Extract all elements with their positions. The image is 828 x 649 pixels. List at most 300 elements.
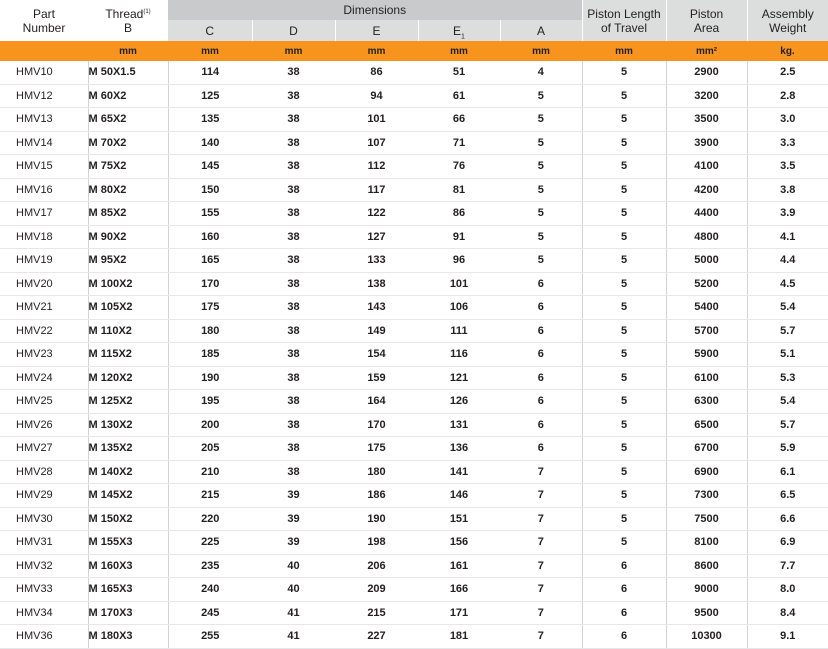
cell-area: 8600 <box>666 554 747 578</box>
cell-weight: 6.9 <box>747 531 828 555</box>
cell-weight: 4.4 <box>747 249 828 273</box>
cell-c: 135 <box>168 108 252 132</box>
cell-e1: 181 <box>418 625 500 649</box>
cell-a: 7 <box>500 531 582 555</box>
cell-travel: 6 <box>582 625 666 649</box>
table-row <box>0 202 828 226</box>
cell-area: 5000 <box>666 249 747 273</box>
cell-thread: M 60X2 <box>88 84 168 108</box>
cell-travel: 5 <box>582 507 666 531</box>
cell-area: 6100 <box>666 366 747 390</box>
cell-travel: 5 <box>582 319 666 343</box>
cell-d: 38 <box>252 460 335 484</box>
cell-d: 39 <box>252 531 335 555</box>
cell-part-number: HMV25 <box>0 390 88 414</box>
cell-part-number: HMV33 <box>0 578 88 602</box>
cell-e1: 141 <box>418 460 500 484</box>
cell-thread: M 145X2 <box>88 484 168 508</box>
cell-a: 5 <box>500 131 582 155</box>
cell-weight: 6.6 <box>747 507 828 531</box>
cell-travel: 5 <box>582 296 666 320</box>
cell-thread: M 135X2 <box>88 437 168 461</box>
cell-weight: 7.7 <box>747 554 828 578</box>
cell-a: 5 <box>500 225 582 249</box>
cell-c: 255 <box>168 625 252 649</box>
table-row <box>0 131 828 155</box>
cell-area: 5700 <box>666 319 747 343</box>
cell-a: 6 <box>500 272 582 296</box>
cell-c: 190 <box>168 366 252 390</box>
cell-d: 38 <box>252 178 335 202</box>
cell-weight: 5.4 <box>747 390 828 414</box>
unit-e1: mm <box>418 41 500 61</box>
cell-a: 7 <box>500 484 582 508</box>
cell-c: 155 <box>168 202 252 226</box>
cell-area: 6500 <box>666 413 747 437</box>
cell-e1: 91 <box>418 225 500 249</box>
table-row <box>0 296 828 320</box>
cell-part-number: HMV17 <box>0 202 88 226</box>
cell-a: 5 <box>500 108 582 132</box>
cell-travel: 5 <box>582 178 666 202</box>
cell-e: 186 <box>335 484 418 508</box>
table-row <box>0 249 828 273</box>
cell-e: 159 <box>335 366 418 390</box>
cell-c: 205 <box>168 437 252 461</box>
cell-e: 94 <box>335 84 418 108</box>
cell-part-number: HMV22 <box>0 319 88 343</box>
cell-e: 101 <box>335 108 418 132</box>
cell-weight: 3.8 <box>747 178 828 202</box>
cell-c: 175 <box>168 296 252 320</box>
header-col-e1: $E_1$ <box>418 20 500 41</box>
cell-travel: 5 <box>582 131 666 155</box>
table-row <box>0 178 828 202</box>
table-row <box>0 108 828 132</box>
cell-a: 7 <box>500 625 582 649</box>
cell-travel: 5 <box>582 484 666 508</box>
cell-thread: M 50X1.5 <box>88 61 168 84</box>
cell-e1: 131 <box>418 413 500 437</box>
cell-weight: 3.3 <box>747 131 828 155</box>
table-row <box>0 84 828 108</box>
cell-d: 38 <box>252 413 335 437</box>
cell-weight: 2.5 <box>747 61 828 84</box>
cell-c: 210 <box>168 460 252 484</box>
cell-a: 7 <box>500 554 582 578</box>
cell-travel: 5 <box>582 413 666 437</box>
cell-a: 5 <box>500 249 582 273</box>
cell-e1: 106 <box>418 296 500 320</box>
cell-travel: 5 <box>582 390 666 414</box>
cell-c: 220 <box>168 507 252 531</box>
cell-part-number: HMV20 <box>0 272 88 296</box>
cell-weight: 5.9 <box>747 437 828 461</box>
cell-e1: 116 <box>418 343 500 367</box>
cell-d: 38 <box>252 319 335 343</box>
cell-c: 145 <box>168 155 252 179</box>
header-piston-length-of-travel: Piston Length of Travel <box>582 0 666 41</box>
cell-a: 6 <box>500 343 582 367</box>
cell-part-number: HMV28 <box>0 460 88 484</box>
table-row <box>0 507 828 531</box>
cell-part-number: HMV34 <box>0 601 88 625</box>
cell-d: 38 <box>252 390 335 414</box>
cell-e1: 81 <box>418 178 500 202</box>
cell-thread: M 120X2 <box>88 366 168 390</box>
cell-thread: M 110X2 <box>88 319 168 343</box>
cell-d: 39 <box>252 484 335 508</box>
header-assembly-weight: Assembly Weight <box>747 0 828 41</box>
cell-part-number: HMV24 <box>0 366 88 390</box>
cell-c: 235 <box>168 554 252 578</box>
cell-thread: M 140X2 <box>88 460 168 484</box>
cell-c: 150 <box>168 178 252 202</box>
cell-thread: M 160X3 <box>88 554 168 578</box>
table-row <box>0 390 828 414</box>
cell-area: 5900 <box>666 343 747 367</box>
cell-thread: M 165X3 <box>88 578 168 602</box>
cell-d: 38 <box>252 61 335 84</box>
cell-a: 4 <box>500 61 582 84</box>
table-header <box>0 0 828 61</box>
cell-area: 6900 <box>666 460 747 484</box>
cell-e: 175 <box>335 437 418 461</box>
cell-e1: 96 <box>418 249 500 273</box>
cell-e: 154 <box>335 343 418 367</box>
cell-weight: 5.4 <box>747 296 828 320</box>
table-row <box>0 460 828 484</box>
cell-a: 5 <box>500 155 582 179</box>
table-row <box>0 343 828 367</box>
cell-e: 170 <box>335 413 418 437</box>
cell-e1: 126 <box>418 390 500 414</box>
cell-e: 215 <box>335 601 418 625</box>
cell-e: 227 <box>335 625 418 649</box>
cell-area: 6700 <box>666 437 747 461</box>
unit-travel: mm <box>582 41 666 61</box>
cell-e: 117 <box>335 178 418 202</box>
cell-a: 6 <box>500 366 582 390</box>
unit-thread: mm <box>88 41 168 61</box>
cell-thread: M 105X2 <box>88 296 168 320</box>
cell-d: 41 <box>252 601 335 625</box>
cell-travel: 5 <box>582 437 666 461</box>
cell-part-number: HMV26 <box>0 413 88 437</box>
cell-a: 7 <box>500 578 582 602</box>
table-row <box>0 437 828 461</box>
cell-weight: 3.9 <box>747 202 828 226</box>
cell-c: 225 <box>168 531 252 555</box>
cell-weight: 4.5 <box>747 272 828 296</box>
cell-e1: 76 <box>418 155 500 179</box>
cell-part-number: HMV29 <box>0 484 88 508</box>
cell-e: 180 <box>335 460 418 484</box>
cell-travel: 5 <box>582 366 666 390</box>
cell-d: 38 <box>252 155 335 179</box>
cell-travel: 5 <box>582 84 666 108</box>
cell-area: 6300 <box>666 390 747 414</box>
cell-weight: 5.1 <box>747 343 828 367</box>
table-row <box>0 366 828 390</box>
header-col-e: E <box>335 20 418 41</box>
cell-d: 41 <box>252 625 335 649</box>
cell-part-number: HMV13 <box>0 108 88 132</box>
cell-part-number: HMV30 <box>0 507 88 531</box>
table-row <box>0 155 828 179</box>
cell-area: 7500 <box>666 507 747 531</box>
cell-d: 38 <box>252 202 335 226</box>
cell-weight: 2.8 <box>747 84 828 108</box>
table-row <box>0 413 828 437</box>
cell-d: 38 <box>252 131 335 155</box>
cell-weight: 6.1 <box>747 460 828 484</box>
cell-area: 9500 <box>666 601 747 625</box>
cell-d: 38 <box>252 437 335 461</box>
cell-area: 4200 <box>666 178 747 202</box>
cell-weight: 5.7 <box>747 413 828 437</box>
cell-e: 206 <box>335 554 418 578</box>
cell-thread: M 115X2 <box>88 343 168 367</box>
cell-e: 133 <box>335 249 418 273</box>
cell-e: 143 <box>335 296 418 320</box>
cell-area: 2900 <box>666 61 747 84</box>
cell-travel: 5 <box>582 202 666 226</box>
cell-d: 38 <box>252 343 335 367</box>
cell-c: 114 <box>168 61 252 84</box>
cell-part-number: HMV15 <box>0 155 88 179</box>
header-part-number: Part Number <box>0 0 88 41</box>
unit-area: mm² <box>666 41 747 61</box>
cell-d: 38 <box>252 366 335 390</box>
cell-thread: M 130X2 <box>88 413 168 437</box>
table-row <box>0 531 828 555</box>
cell-e: 112 <box>335 155 418 179</box>
cell-a: 7 <box>500 601 582 625</box>
cell-weight: 8.0 <box>747 578 828 602</box>
cell-part-number: HMV14 <box>0 131 88 155</box>
cell-a: 6 <box>500 437 582 461</box>
cell-e: 127 <box>335 225 418 249</box>
cell-weight: 3.5 <box>747 155 828 179</box>
cell-weight: 5.7 <box>747 319 828 343</box>
cell-travel: 5 <box>582 249 666 273</box>
cell-d: 38 <box>252 84 335 108</box>
cell-travel: 5 <box>582 343 666 367</box>
header-col-d: D <box>252 20 335 41</box>
cell-thread: M 80X2 <box>88 178 168 202</box>
cell-e: 209 <box>335 578 418 602</box>
cell-area: 4400 <box>666 202 747 226</box>
cell-e1: 171 <box>418 601 500 625</box>
header-col-c: C <box>168 20 252 41</box>
cell-c: 240 <box>168 578 252 602</box>
cell-e: 190 <box>335 507 418 531</box>
cell-a: 6 <box>500 413 582 437</box>
cell-weight: 4.1 <box>747 225 828 249</box>
cell-travel: 5 <box>582 155 666 179</box>
cell-thread: M 90X2 <box>88 225 168 249</box>
cell-weight: 6.5 <box>747 484 828 508</box>
cell-thread: M 150X2 <box>88 507 168 531</box>
cell-part-number: HMV16 <box>0 178 88 202</box>
table-row <box>0 319 828 343</box>
cell-travel: 5 <box>582 460 666 484</box>
cell-travel: 6 <box>582 578 666 602</box>
cell-c: 245 <box>168 601 252 625</box>
cell-weight: 3.0 <box>747 108 828 132</box>
cell-c: 180 <box>168 319 252 343</box>
cell-a: 5 <box>500 178 582 202</box>
unit-part <box>0 41 88 61</box>
cell-travel: 5 <box>582 61 666 84</box>
cell-a: 6 <box>500 390 582 414</box>
unit-a: mm <box>500 41 582 61</box>
cell-thread: M 75X2 <box>88 155 168 179</box>
cell-a: 5 <box>500 202 582 226</box>
table-row <box>0 225 828 249</box>
cell-area: 10300 <box>666 625 747 649</box>
cell-weight: 5.3 <box>747 366 828 390</box>
cell-a: 6 <box>500 319 582 343</box>
table-row <box>0 578 828 602</box>
cell-e1: 161 <box>418 554 500 578</box>
cell-c: 170 <box>168 272 252 296</box>
cell-e1: 151 <box>418 507 500 531</box>
table-row <box>0 272 828 296</box>
cell-travel: 5 <box>582 108 666 132</box>
cell-a: 7 <box>500 460 582 484</box>
cell-e: 138 <box>335 272 418 296</box>
cell-c: 185 <box>168 343 252 367</box>
table-row <box>0 601 828 625</box>
unit-c: mm <box>168 41 252 61</box>
cell-part-number: HMV18 <box>0 225 88 249</box>
cell-area: 5400 <box>666 296 747 320</box>
cell-e1: 51 <box>418 61 500 84</box>
cell-thread: M 170X3 <box>88 601 168 625</box>
cell-e1: 146 <box>418 484 500 508</box>
cell-thread: M 85X2 <box>88 202 168 226</box>
cell-d: 40 <box>252 554 335 578</box>
cell-area: 3900 <box>666 131 747 155</box>
cell-c: 200 <box>168 413 252 437</box>
cell-e1: 166 <box>418 578 500 602</box>
cell-thread: M 70X2 <box>88 131 168 155</box>
cell-c: 165 <box>168 249 252 273</box>
cell-thread: M 180X3 <box>88 625 168 649</box>
unit-e: mm <box>335 41 418 61</box>
cell-part-number: HMV23 <box>0 343 88 367</box>
table-row <box>0 554 828 578</box>
cell-part-number: HMV36 <box>0 625 88 649</box>
thread-footnote-marker: (1) <box>143 9 151 15</box>
cell-thread: M 155X3 <box>88 531 168 555</box>
cell-thread: M 95X2 <box>88 249 168 273</box>
cell-e1: 121 <box>418 366 500 390</box>
header-dimensions: Dimensions <box>168 0 582 20</box>
cell-a: 5 <box>500 84 582 108</box>
table-row <box>0 625 828 649</box>
unit-weight: kg. <box>747 41 828 61</box>
cell-e: 164 <box>335 390 418 414</box>
header-thread: Thread$^{(1)}$ B <box>88 0 168 41</box>
cell-d: 38 <box>252 225 335 249</box>
cell-e: 107 <box>335 131 418 155</box>
cell-e1: 156 <box>418 531 500 555</box>
cell-d: 40 <box>252 578 335 602</box>
cell-travel: 6 <box>582 554 666 578</box>
units-row <box>0 41 828 61</box>
table-body <box>0 61 828 648</box>
cell-d: 38 <box>252 296 335 320</box>
cell-e: 149 <box>335 319 418 343</box>
cell-area: 5200 <box>666 272 747 296</box>
cell-part-number: HMV12 <box>0 84 88 108</box>
cell-thread: M 125X2 <box>88 390 168 414</box>
cell-part-number: HMV10 <box>0 61 88 84</box>
cell-area: 3200 <box>666 84 747 108</box>
cell-e1: 71 <box>418 131 500 155</box>
cell-d: 38 <box>252 249 335 273</box>
cell-a: 6 <box>500 296 582 320</box>
cell-thread: M 65X2 <box>88 108 168 132</box>
cell-part-number: HMV31 <box>0 531 88 555</box>
cell-c: 160 <box>168 225 252 249</box>
cell-travel: 5 <box>582 531 666 555</box>
cell-travel: 5 <box>582 225 666 249</box>
cell-a: 7 <box>500 507 582 531</box>
cell-e: 198 <box>335 531 418 555</box>
cell-travel: 6 <box>582 601 666 625</box>
cell-area: 3500 <box>666 108 747 132</box>
cell-weight: 9.1 <box>747 625 828 649</box>
cell-e1: 86 <box>418 202 500 226</box>
cell-area: 4800 <box>666 225 747 249</box>
cell-travel: 5 <box>582 272 666 296</box>
header-piston-area: Piston Area <box>666 0 747 41</box>
cell-e1: 111 <box>418 319 500 343</box>
cell-part-number: HMV21 <box>0 296 88 320</box>
table-row <box>0 484 828 508</box>
header-col-a: A <box>500 20 582 41</box>
cell-c: 215 <box>168 484 252 508</box>
cell-area: 9000 <box>666 578 747 602</box>
cell-d: 38 <box>252 272 335 296</box>
cell-e1: 66 <box>418 108 500 132</box>
cell-area: 8100 <box>666 531 747 555</box>
cell-e: 86 <box>335 61 418 84</box>
cell-area: 4100 <box>666 155 747 179</box>
cell-d: 38 <box>252 108 335 132</box>
cell-e: 122 <box>335 202 418 226</box>
cell-part-number: HMV32 <box>0 554 88 578</box>
cell-thread: M 100X2 <box>88 272 168 296</box>
unit-d: mm <box>252 41 335 61</box>
cell-c: 140 <box>168 131 252 155</box>
cell-d: 39 <box>252 507 335 531</box>
cell-c: 125 <box>168 84 252 108</box>
cell-area: 7300 <box>666 484 747 508</box>
cell-part-number: HMV19 <box>0 249 88 273</box>
cell-e1: 136 <box>418 437 500 461</box>
cell-weight: 8.4 <box>747 601 828 625</box>
cell-part-number: HMV27 <box>0 437 88 461</box>
cell-c: 195 <box>168 390 252 414</box>
cell-e1: 61 <box>418 84 500 108</box>
table-row <box>0 61 828 84</box>
cell-e1: 101 <box>418 272 500 296</box>
